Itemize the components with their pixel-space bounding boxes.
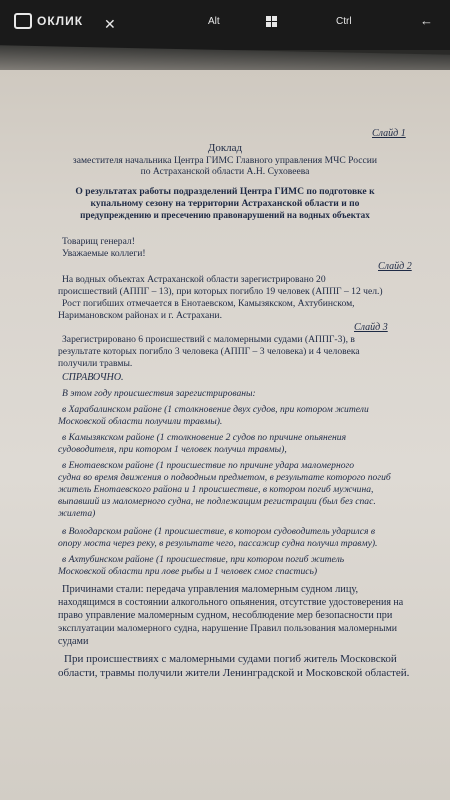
para-3-line-1: Зарегистрировано 6 происшествий с маломерными судами (АППГ-3), в	[62, 334, 355, 345]
greeting-1: Товарищ генерал!	[62, 236, 135, 247]
top-toolbar	[0, 0, 450, 50]
incident-3-line-4: выпавший из маломерного судна, не подлежащим регистрации (был без спас.	[58, 496, 376, 507]
doc-heading: Доклад	[207, 142, 243, 154]
para-4-line-4: эксплуатации маломерного судна, нарушение Правил пользования маломерными	[58, 623, 398, 634]
incident-5-line-1: в Ахтубинском районе (1 происшествие, при котором погиб житель	[62, 554, 345, 565]
title-line-1: О результатах работы подразделений Центра ГИМС по подготовке к	[75, 186, 375, 197]
author-line-1: заместителя начальника Центра ГИМС Главного управления МЧС России	[72, 155, 378, 166]
incident-3-line-1: в Енотаевском районе (1 происшествие по причине удара маломерного	[62, 460, 355, 471]
windows-icon	[266, 16, 277, 27]
title-line-2: купальному сезону на территории Астраханской области и по	[90, 198, 360, 209]
para-3-line-2: результате которых погибло 3 человека (АППГ – 3 человека) и 4 человека	[58, 346, 360, 357]
title-line-3: предупреждению и пресечению правонарушений на водных объектах	[80, 210, 370, 220]
slide-1-label: Слайд 1	[372, 128, 406, 139]
author-line-2: по Астраханской области А.Н. Суховеева	[140, 166, 310, 177]
windows-key[interactable]	[266, 16, 277, 27]
para-5-line-2: области, травмы получили жители Ленинградской и Московской областей.	[58, 667, 410, 679]
incident-5-line-2: Московской области при лове рыбы и 1 человек смог спастись)	[58, 566, 318, 577]
greeting-2: Уважаемые коллеги!	[62, 248, 146, 259]
para-3-line-3: получили травмы.	[58, 358, 133, 369]
incident-2-line-1: в Камызякском районе (1 столкновение 2 судов по причине опьянения	[62, 432, 347, 443]
para-2-line-1: Рост погибших отмечается в Енотаевском, Камызякском, Ахтубинском,	[62, 298, 355, 309]
ctrl-key[interactable]: Ctrl	[336, 16, 352, 27]
para-4-line-3: право управление маломерным судном, несоблюдение мер безопасности при	[58, 610, 393, 621]
incident-4-line-2: опору моста через реку, в результате чего, пассажир судна получил травму).	[58, 538, 378, 549]
para-2-line-2: Наримановском районах и г. Астрахани.	[58, 310, 222, 321]
para-5-line-1: При происшествиях с маломерными судами погиб житель Московской	[64, 653, 397, 665]
incident-1-line-1: в Харабалинском районе (1 столкновение двух судов, при котором жители	[62, 404, 369, 415]
incident-3-line-3: житель Енотаевского района и 1 происшествие, в котором погиб мужчина,	[58, 484, 374, 495]
reference-heading: СПРАВОЧНО.	[62, 372, 124, 383]
incident-intro: В этом году происшествия зарегистрированы:	[62, 388, 256, 399]
brand-logo-icon	[14, 13, 32, 29]
para-4-line-5: судами	[58, 636, 89, 647]
back-arrow-icon[interactable]: ←	[420, 13, 433, 28]
close-icon[interactable]: ✕	[104, 16, 116, 32]
alt-key[interactable]: Alt	[208, 16, 220, 27]
incident-3-line-5: жилета)	[58, 508, 96, 519]
slide-3-label: Слайд 3	[354, 322, 388, 333]
brand-name: ОКЛИК	[37, 14, 84, 28]
para-1-line-1: На водных объектах Астраханской области зарегистрировано 20	[62, 274, 326, 285]
para-4-line-2: находящимся в состоянии алкогольного опьянения, отсутствие удостоверения на	[58, 597, 404, 608]
brand-logo[interactable]	[14, 13, 83, 29]
incident-3-line-2: судна во время движения о подводным предметом, в результате которого погиб	[58, 472, 391, 483]
para-4-line-1: Причинами стали: передача управления маломерным судном лицу,	[62, 584, 359, 595]
incident-2-line-2: судоводителя, при котором 1 человек получил травмы),	[58, 444, 287, 455]
incident-1-line-2: Московской области получили травмы).	[58, 416, 223, 427]
document-page	[0, 70, 450, 800]
incident-4-line-1: в Володарском районе (1 происшествие, в котором судоводитель ударился в	[62, 526, 376, 537]
para-1-line-2: происшествий (АППГ – 13), при которых погибло 19 человек (АППГ – 12 чел.)	[58, 286, 383, 297]
slide-2-label: Слайд 2	[378, 261, 412, 272]
